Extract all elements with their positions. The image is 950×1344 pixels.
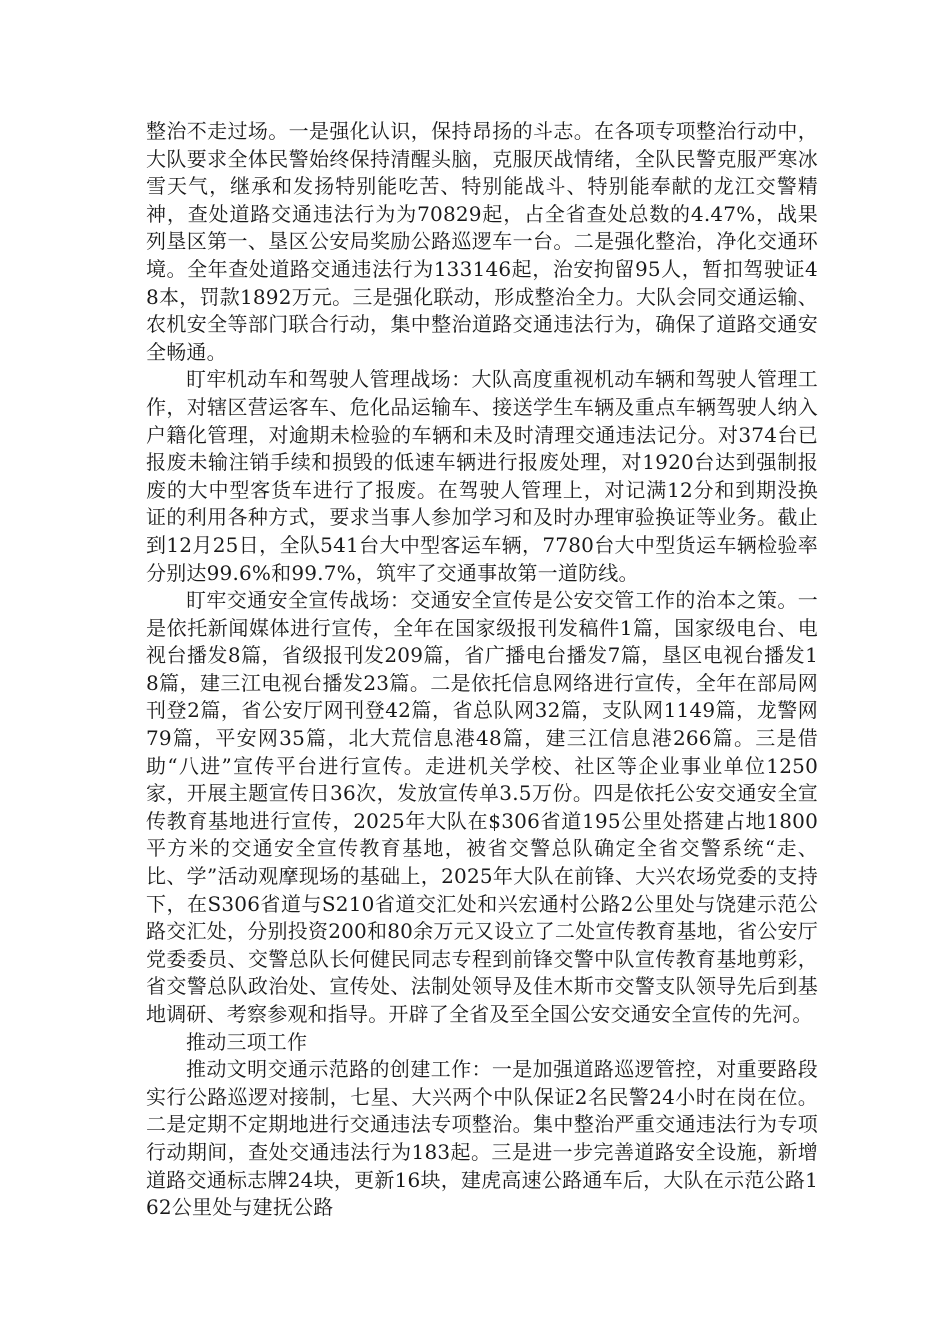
paragraph-safety-publicity: 盯牢交通安全宣传战场：交通安全宣传是公安交管工作的治本之策。一是依托新闻媒体进行宣传，全年在国家级报刊发稿件1篇，国家级电台、电视台播发8篇，省级报刊发209篇，省广播电台播发7篇，垦区电视台播发18篇，建三江电视台播发23篇。二是依托信息网络进行宣传，全年在部局网刊登2篇，省公安厅网刊登42篇，省总队网32篇，支队网1149篇，龙警网79篇，平安网35篇，北大荒信息港48篇，建三江信息港266篇。三是借助“八进”宣传平台进行宣传。走进机关学校、社区等企业事业单位1250家，开展主题宣传日36次，发放宣传单3.5万份。四是依托公安交通安全宣传教育基地进行宣传，2025年大队在$306省道195公里处搭建占地1800平方米的交通安全宣传教育基地，被省交警总队确定全省交警系统“走、比、学”活动观摩现场的基础上，2025年大队在前锋、大兴农场党委的支持下，在S306省道与S210省道交汇处和兴宏通村公路2公里处与饶建示范公路交汇处，分别投资200和80余万元又设立了二处宣传教育基地，省公安厅党委委员、交警总队长何健民同志专程到前锋交警中队宣传教育基地剪彩，省交警总队政治处、宣传处、法制处领导及佳木斯市交警支队领导先后到基地调研、考察参观和指导。开辟了全省及至全国公安交通安全宣传的先河。	[146, 588, 818, 1026]
section-heading-three-tasks: 推动三项工作	[186, 1029, 308, 1054]
paragraph-traffic-enforcement: 整治不走过场。一是强化认识，保持昂扬的斗志。在各项专项整治行动中，大队要求全体民警始终保持清醒头脑，克服厌战情绪，全队民警克服严寒冰雪天气，继承和发扬特别能吃苦、特别能战斗、特别能奉献的龙江交警精神，查处道路交通违法行为为70829起，占全省查处总数的4.47%，战果列垦区第一、垦区公安局奖励公路巡逻车一台。二是强化整治，净化交通环境。全年查处道路交通违法行为133146起，治安拘留95人，暂扣驾驶证48本，罚款1892万元。三是强化联动，形成整治全力。大队会同交通运输、农机安全等部门联合行动，集中整治道路交通违法行为，确保了道路交通安全畅通。	[146, 119, 818, 364]
document-page	[146, 118, 818, 1222]
paragraph-vehicle-driver-management: 盯牢机动车和驾驶人管理战场：大队高度重视机动车辆和驾驶人管理工作，对辖区营运客车、危化品运输车、接送学生车辆及重点车辆驾驶人纳入户籍化管理，对逾期未检验的车辆和未及时清理交通违法记分。对374台已报废未输注销手续和损毁的低速车辆进行报废处理，对1920台达到强制报废的大中型客货车进行了报废。在驾驶人管理上，对记满12分和到期没换证的利用各种方式，要求当事人参加学习和及时办理审验换证等业务。截止到12月25日，全队541台大中型客运车辆，7780台大中型货运车辆检验率分别达99.6%和99.7%，筑牢了交通事故第一道防线。	[146, 367, 818, 585]
paragraph-demonstration-road: 推动文明交通示范路的创建工作：一是加强道路巡逻管控，对重要路段实行公路巡逻对接制，七星、大兴两个中队保证2名民警24小时在岗在位。二是定期不定期地进行交通违法专项整治。集中整治严重交通违法行为专项行动期间，查处交通违法行为183起。三是进一步完善道路安全设施，新增道路交通标志牌24块，更新16块，建虎高速公路通车后，大队在示范公路162公里处与建抚公路	[146, 1057, 818, 1220]
